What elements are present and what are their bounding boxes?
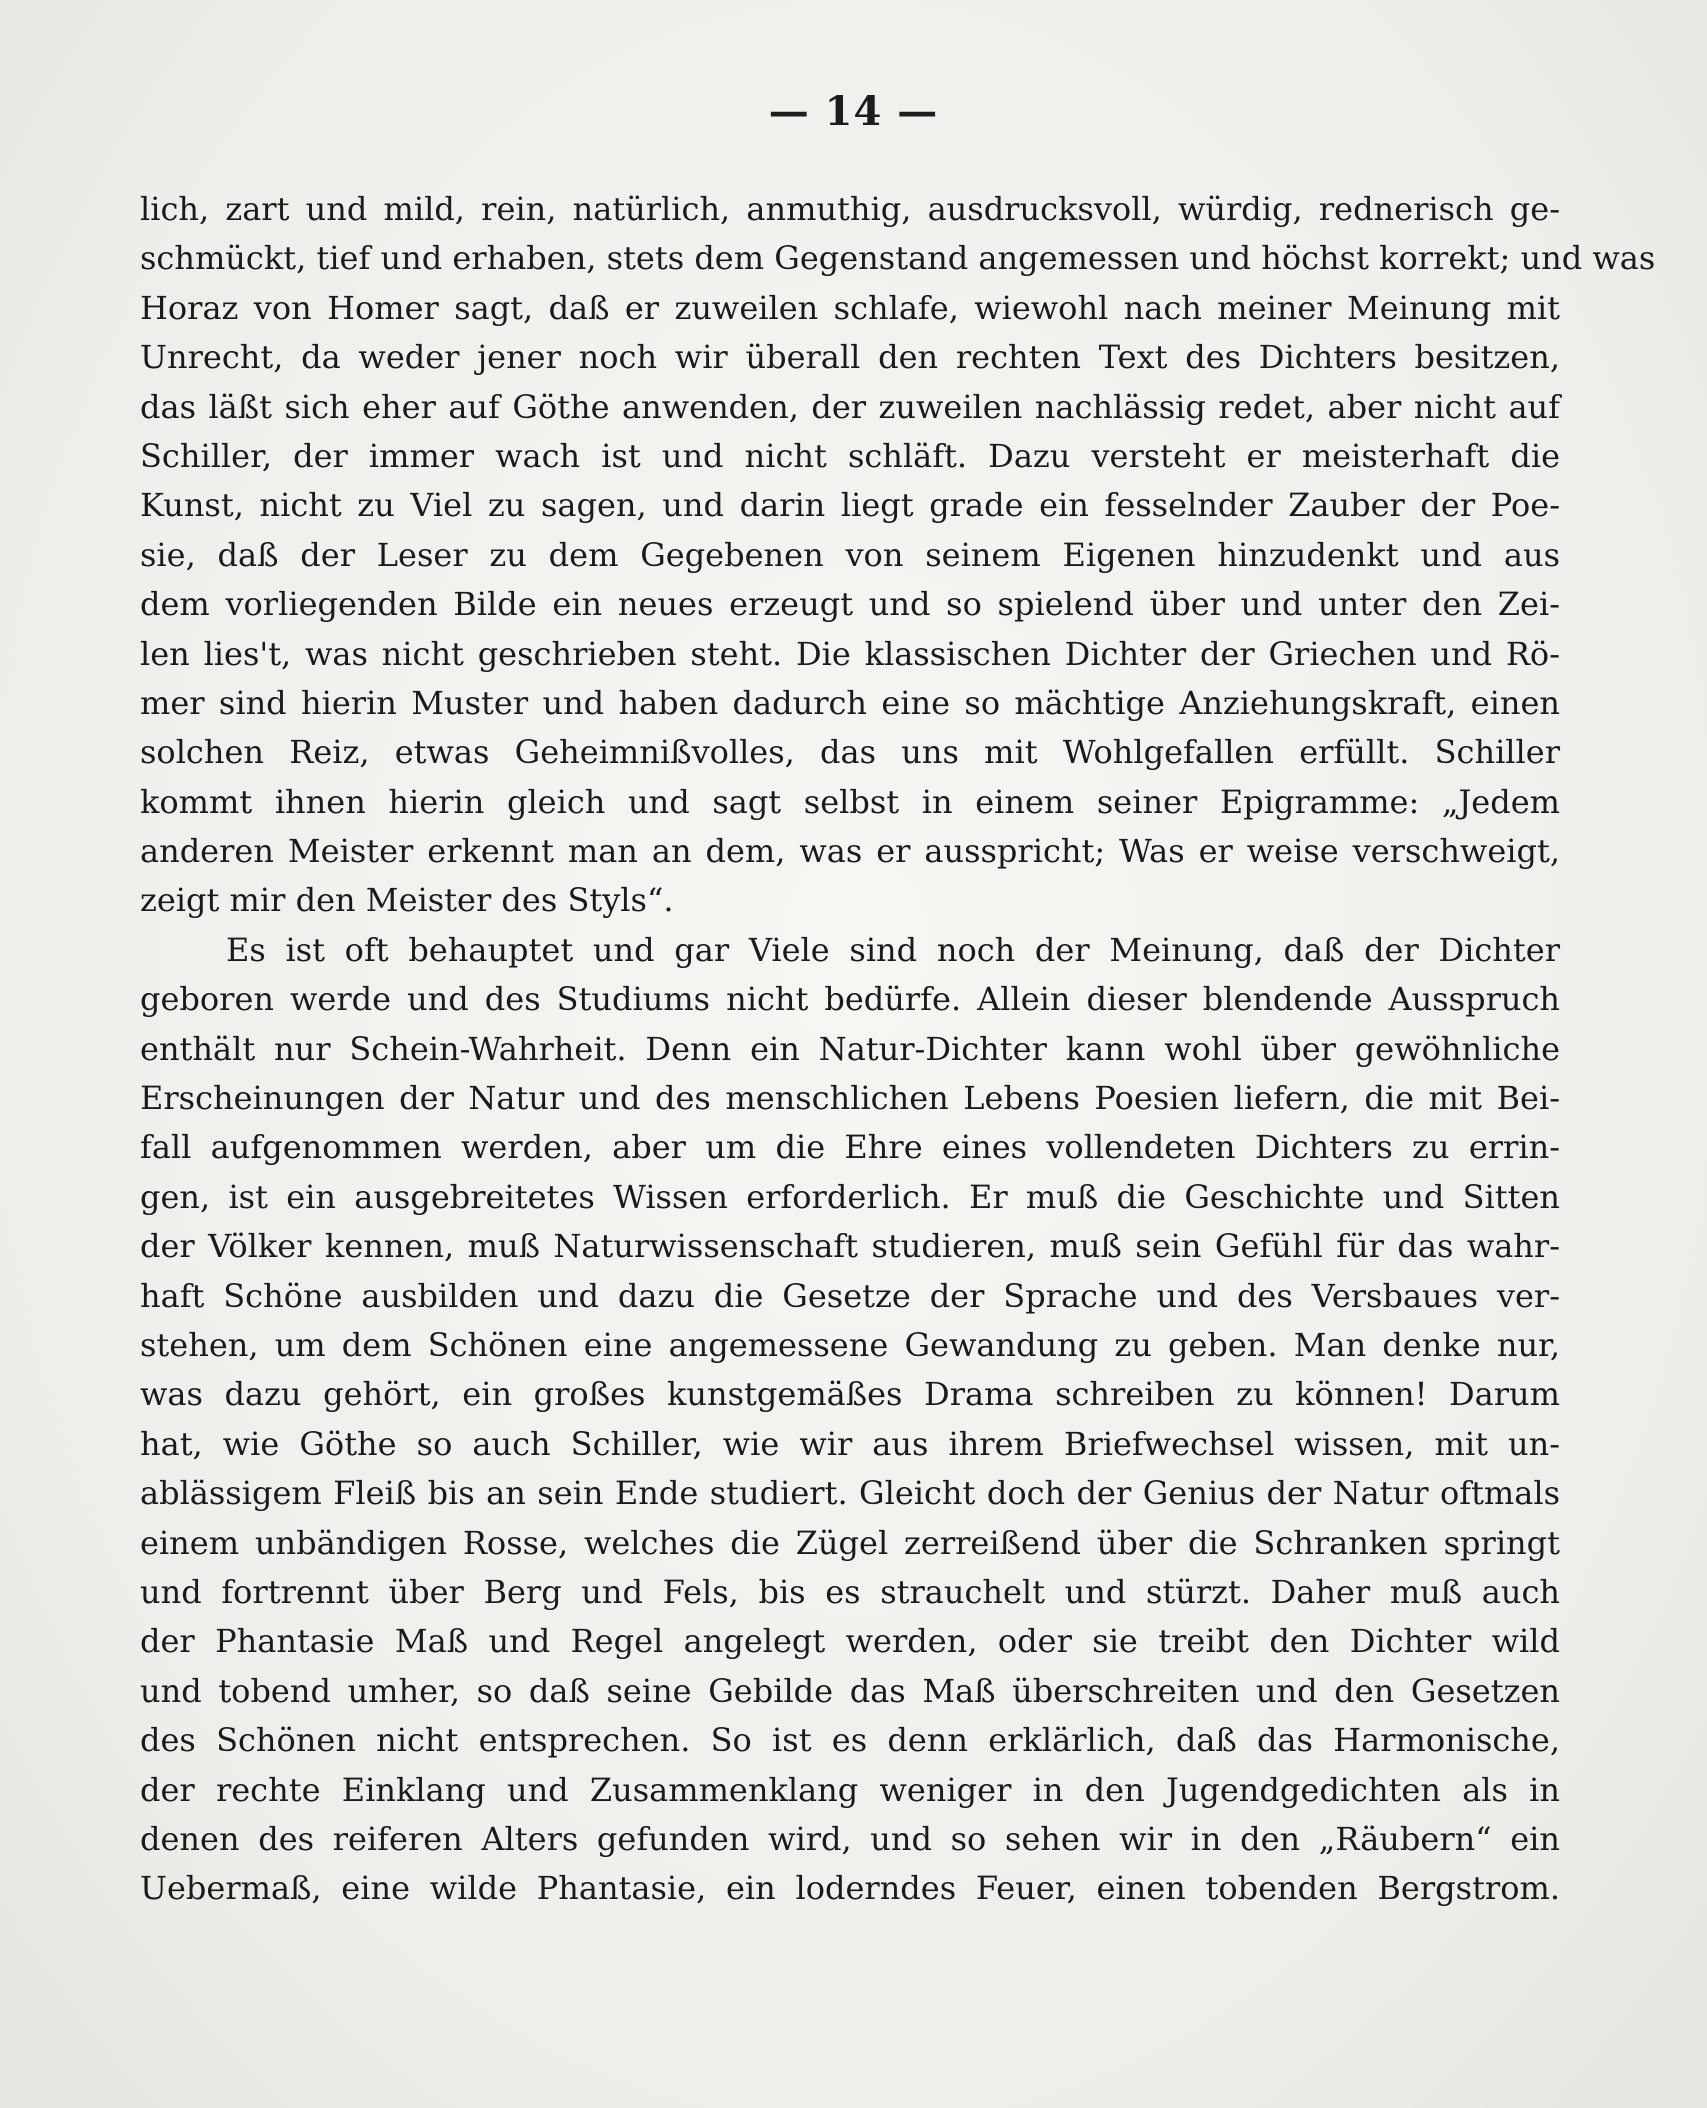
text-line: fall aufgenommen werden, aber um die Ehre eines vollendeten Dichters zu errin- bbox=[140, 1128, 1560, 1167]
text-line: Erscheinungen der Natur und des menschlichen Lebens Poesien liefern, die mit Bei- bbox=[140, 1079, 1560, 1118]
text-line: Uebermaß, eine wilde Phantasie, ein loderndes Feuer, einen tobenden Bergstrom. bbox=[140, 1869, 1560, 1908]
text-line: hat, wie Göthe so auch Schiller, wie wir aus ihrem Briefwechsel wissen, mit un- bbox=[140, 1424, 1560, 1463]
text-line: Horaz von Homer sagt, daß er zuweilen schlafe, wiewohl nach meiner Meinung mit bbox=[140, 288, 1560, 327]
text-line: haft Schöne ausbilden und dazu die Gesetze der Sprache und des Versbaues ver- bbox=[140, 1276, 1560, 1315]
text-line: einem unbändigen Rosse, welches die Zügel zerreißend über die Schranken springt bbox=[140, 1523, 1560, 1562]
text-line: der Völker kennen, muß Naturwissenschaft studieren, muß sein Gefühl für das wahr- bbox=[140, 1227, 1560, 1266]
text-line: len lies't, was nicht geschrieben steht. Die klassischen Dichter der Griechen und Rö- bbox=[140, 634, 1560, 673]
text-line: stehen, um dem Schönen eine angemessene Gewandung zu geben. Man denke nur, bbox=[140, 1325, 1560, 1364]
text-line: sie, daß der Leser zu dem Gegebenen von seinem Eigenen hinzudenkt und aus bbox=[140, 535, 1560, 574]
text-line: enthält nur Schein-Wahrheit. Denn ein Natur-Dichter kann wohl über gewöhnliche bbox=[140, 1029, 1560, 1068]
text-line: ablässigem Fleiß bis an sein Ende studiert. Gleicht doch der Genius der Natur oftmals bbox=[140, 1474, 1560, 1513]
paragraph-first-line: Es ist oft behauptet und gar Viele sind noch der Meinung, daß der Dichter bbox=[226, 930, 1560, 969]
text-line: was dazu gehört, ein großes kunstgemäßes Drama schreiben zu können! Darum bbox=[140, 1375, 1560, 1414]
text-line: des Schönen nicht entsprechen. So ist es denn erklärlich, daß das Harmonische, bbox=[140, 1721, 1560, 1760]
text-line: geboren werde und des Studiums nicht bedürfe. Allein dieser blendende Ausspruch bbox=[140, 980, 1560, 1019]
text-line: gen, ist ein ausgebreitetes Wissen erforderlich. Er muß die Geschichte und Sitten bbox=[140, 1177, 1560, 1216]
text-line: und fortrennt über Berg und Fels, bis es strauchelt und stürzt. Daher muß auch bbox=[140, 1572, 1560, 1611]
text-line: Schiller, der immer wach ist und nicht schläft. Dazu versteht er meisterhaft die bbox=[140, 436, 1560, 475]
text-line: kommt ihnen hierin gleich und sagt selbst in einem seiner Epigramme: „Jedem bbox=[140, 782, 1560, 821]
paragraph-end-line: zeigt mir den Meister des Styls“. bbox=[140, 881, 674, 920]
text-line: dem vorliegenden Bilde ein neues erzeugt und so spielend über und unter den Zei- bbox=[140, 585, 1560, 624]
text-line: solchen Reiz, etwas Geheimnißvolles, das uns mit Wohlgefallen erfüllt. Schiller bbox=[140, 733, 1560, 772]
text-line: der rechte Einklang und Zusammenklang weniger in den Jugendgedichten als in bbox=[140, 1770, 1560, 1809]
text-line: denen des reiferen Alters gefunden wird, und so sehen wir in den „Räubern“ ein bbox=[140, 1819, 1560, 1858]
text-line: Kunst, nicht zu Viel zu sagen, und darin liegt grade ein fesselnder Zauber der Poe- bbox=[140, 486, 1560, 525]
text-line: mer sind hierin Muster und haben dadurch eine so mächtige Anziehungskraft, einen bbox=[140, 683, 1560, 722]
text-line: schmückt, tief und erhaben, stets dem Gegenstand angemessen und höchst korrekt; und was bbox=[140, 239, 1656, 278]
text-line: lich, zart und mild, rein, natürlich, anmuthig, ausdrucksvoll, würdig, rednerisch ge- bbox=[140, 190, 1560, 228]
text-line: der Phantasie Maß und Regel angelegt werden, oder sie treibt den Dichter wild bbox=[140, 1622, 1560, 1661]
text-line: Unrecht, da weder jener noch wir überall den rechten Text des Dichters besitzen, bbox=[140, 338, 1560, 377]
text-line: anderen Meister erkennt man an dem, was er ausspricht; Was er weise verschweigt, bbox=[140, 832, 1560, 871]
text-line: und tobend umher, so daß seine Gebilde das Maß überschreiten und den Gesetzen bbox=[140, 1671, 1560, 1710]
body-text bbox=[140, 185, 1656, 1914]
page-number: — 14 — bbox=[768, 88, 939, 135]
text-line: das läßt sich eher auf Göthe anwenden, der zuweilen nachlässig redet, aber nicht auf bbox=[140, 387, 1560, 426]
